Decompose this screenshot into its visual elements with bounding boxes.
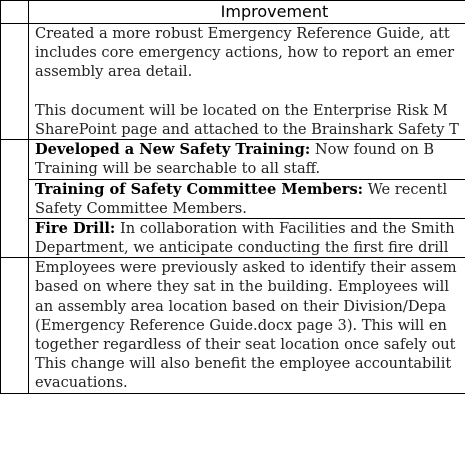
item-text: In collaboration with Facilities and the Smith (115, 219, 455, 237)
text-line: This document will be located on the Enterprise Risk M (35, 101, 448, 119)
item-text: Now found on B (310, 141, 435, 159)
item-heading: Fire Drill: (35, 219, 116, 237)
blank-line (35, 82, 465, 101)
text-line: includes core emergency actions, how to report an emer (35, 44, 455, 62)
item-heading: Training of Safety Committee Members: (35, 180, 364, 198)
table-row (1, 218, 465, 257)
text-line: (Emergency Reference Guide.docx page 3). This will en (35, 316, 447, 334)
text-line: assembly area detail. (35, 63, 193, 81)
text-line: together regardless of their seat location once safely out (35, 336, 456, 353)
text-line: an assembly area location based on their Division/Depa (35, 297, 447, 315)
text-line: Department, we anticipate conducting the first fire drill (35, 239, 449, 257)
text-line: SharePoint page and attached to the Brainshark Safety T (35, 120, 459, 138)
improvement-cell-1 (29, 24, 465, 140)
table-row (1, 258, 465, 393)
improvement-cell-2c (29, 218, 465, 257)
table-row (1, 140, 465, 179)
item-heading: Developed a New Safety Training: (35, 141, 311, 159)
left-cell (1, 24, 29, 140)
text-line: Training will be searchable to all staff. (35, 160, 321, 178)
left-cell (1, 140, 29, 258)
item-text: We recentl (363, 180, 448, 198)
text-line: based on where they sat in the building. Employees will (35, 278, 450, 296)
table-header-row (1, 1, 465, 24)
improvement-cell-2a (29, 140, 465, 179)
text-line: Employees were previously asked to identify their assem (35, 259, 457, 277)
table-row (1, 179, 465, 218)
text-line: Created a more robust Emergency Reference Guide, att (35, 25, 450, 42)
text-line: This change will also benefit the employee accountabilit (35, 355, 452, 373)
improvement-cell-2b (29, 179, 465, 218)
text-line (35, 140, 465, 159)
text-line (35, 180, 465, 199)
text-line: evacuations. (35, 374, 128, 392)
left-header-cell (1, 1, 29, 24)
left-cell (1, 258, 29, 393)
text-line: Safety Committee Members. (35, 199, 247, 217)
text-line (35, 219, 465, 238)
improvement-header: Improvement (29, 1, 465, 24)
table-row (1, 24, 465, 140)
improvement-cell-3 (29, 258, 465, 393)
